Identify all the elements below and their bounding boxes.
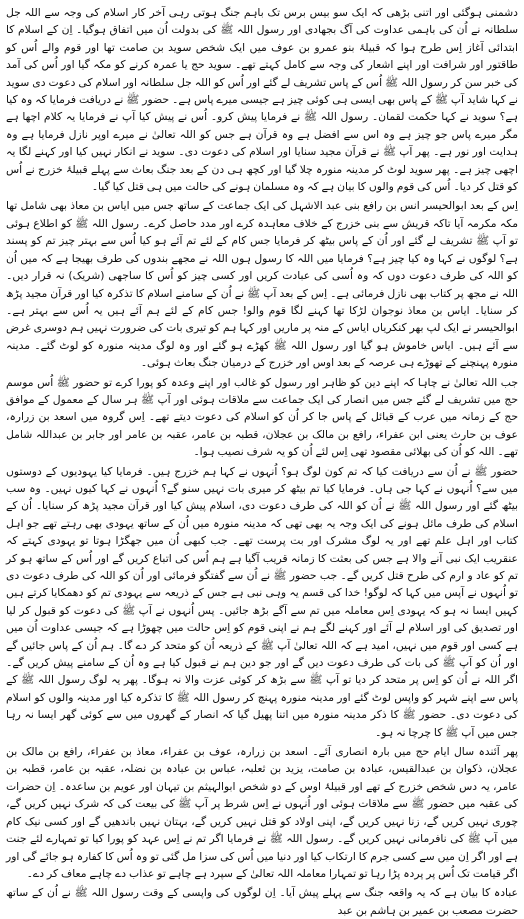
paragraph: حضور ﷺ نے اُن سے دریافت کیا کہ تم کون لوگ ہو؟ اُنہوں نے کہا ہم خزرج ہیں۔ فرمایا کیا یہودیوں کے دوستوں میں سے؟ اُنہوں نے کہا جی ہاں۔ فرمایا کیا تم بیٹھ کر میری بات نہیں سنو گے؟ اُنہوں نے کہا کیوں نہیں۔ وہ سب بیٹھ گئے اور رسول اللہ ﷺ نے اُن کو اللہ کی طرف دعوت دی، اسلام پیش کیا اور قرآن مجید پڑھ کر سنایا۔ اُن کے اسلام کی طرف مائل ہونے کی ایک وجہ یہ بھی تھی کہ مدینہ منورہ میں اُن کے ساتھ یہودی بھی رہتے تھے جو اہل کتاب اور اہل علم تھے اور یہ لوگ مشرک اور بت پرست تھے۔ جب کبھی اُن میں جھگڑا ہوتا تو یہودی کہتے کہ عنقریب ایک نبی آنے والا ہے جس کی بعثت کا زمانہ قریب آگیا ہے ہم اُس کی اتباع کریں گے اور اُس کے ساتھ ہو کر تم کو عاد و ارم کی طرح قتل کریں گے۔ جب حضور ﷺ نے اُن سے گفتگو فرمائی اور اُن کو اللہ کی طرف دعوت دی تو اُنہوں نے آپس میں کہا کہ لوگو! خدا کی قسم یہ وہی نبی ہے جس کے ذریعہ سے یہودی تم کو دھمکایا کرتے ہیں کہیں ایسا نہ ہو کہ یہودی اِس معاملہ میں تم سے آگے بڑھ جائیں۔ پس اُنہوں نے آپ ﷺ کی دعوت کو قبول کر لیا اور تصدیق کی اور اسلام لے آئے اور کہنے لگے ہم نے اپنی قوم کو اِس حالت میں چھوڑا ہے کہ جیسی عداوت اُن میں ہے کسی اور قوم میں نہیں، امید ہے کہ اللہ تعالیٰ آپ ﷺ کے ذریعہ اُن کو متحد کر دے گا۔ ہم اُن کے پاس جائیں گے اور اُن کو آپ ﷺ کی بات کی طرف دعوت دیں گے اور جو دین ہم نے قبول کیا ہے وہ اُن کے سامنے پیش کریں گے۔ اگر اللہ نے اُن کو اِس پر متحد کر دیا تو آپ ﷺ سے بڑھ کر کوئی عزت والا نہ ہوگا۔ پھر یہ لوگ رسول اللہ ﷺ کے پاس سے اپنے شہر کو واپس لوٹ گئے اور مدینہ منورہ پہنچ کر رسول اللہ ﷺ کا تذکرہ کیا اور مدینہ والوں کو اسلام کی دعوت دی۔ حضور ﷺ کا ذکر مدینہ منورہ میں اتنا پھیل گیا کہ انصار کے گھروں میں سے کوئی گھر ایسا نہ رہا جس میں آپ ﷺ کا چرچا نہ ہو۔: [6, 464, 518, 739]
paragraph: عبادہ کا بیان ہے کہ یہ واقعہ جنگ سے پہلے پیش آیا۔ اِن لوگوں کی واپسی کے وقت رسول اللہ ﷺ نے اُن کے ساتھ حضرت مصعب بن عمیر بن ہاشم بن عبد: [6, 886, 518, 917]
paragraph: دشمنی ہوگئی اور اتنی بڑھی کہ ایک سو بیس برس تک باہم جنگ ہوتی رہی آخر کار اسلام کی وجہ سے اللہ جل سلطانہ نے اُن کی باہمی عداوت کی آگ بجھادی اور رسول اللہ ﷺ کی بدولت اُن میں اتفاق ہوگیا۔ اِن کے اسلام کا ابتدائی آغاز اِس طرح ہوا کہ قبیلۂ بنو عمرو بن عوف میں ایک شخص سوید بن صامت تھا اور قوم والے اُس کو طاقتور اور شرافت اور اپنے اشعار کی وجہ سے کامل کہتے تھے۔ سوید حج یا عمرہ کرنے کو مکہ گیا اور اُس کی آمد کی خبر سن کر رسول اللہ ﷺ اُس کے پاس تشریف لے گئے اور اُس کو اللہ جل سلطانہ اور اسلام کی دعوت دی سوید نے کہا شاید آپ ﷺ کے پاس بھی ایسی ہی کوئی چیز ہے جیسی میرے پاس ہے۔ حضور ﷺ نے دریافت فرمایا کہ وہ کیا ہے؟ سوید نے کہا حکمت لقمان۔ رسول اللہ ﷺ نے فرمایا پیش کرو۔ اُس نے پیش کیا آپ نے فرمایا یہ کلام اچھا ہے مگر میرے پاس جو چیز ہے وہ اس سے افضل ہے وہ قرآن ہے جس کو اللہ تعالیٰ نے میرے اوپر نازل فرمایا ہے وہ ہدایت اور نور ہے۔ پھر آپ ﷺ نے قرآن مجید سنایا اور اسلام کی دعوت دی۔ سوید نے انکار نہیں کیا اور کہنے لگا یہ اچھی چیز ہے۔ پھر سوید لوٹ کر مدینہ منورہ چلا گیا اور کچھ ہی دن کے بعد جنگ بعاث سے پہلے قبیلۂ خزرج نے اُس کو قتل کر دیا۔ اُس کی قوم والوں کا بیان ہے کہ وہ مسلمان ہونے کی حالت میں ہی قتل کیا گیا۔: [6, 6, 518, 194]
paragraph: جب اللہ تعالیٰ نے چاہا کہ اپنے دین کو ظاہر اور رسول کو غالب اور اپنے وعدہ کو پورا کرے تو حضور ﷺ اُس موسم حج میں تشریف لے گئے جس میں انصار کی ایک جماعت سے ملاقات ہوئی اور آپ ﷺ ہر سال کے معمول کے موافق حج کے زمانہ میں عرب کے قبائل کے پاس جا کر اُن کو اسلام کی دعوت دیتے تھے۔ اِس گروہ میں اسعد بن زرارہ، عوف بن حارث یعنی ابن عفراء، رافع بن مالک بن عجلان، قطبہ بن عامر، عقبہ بن عامر اور جابر بن عبداللہ شامل تھے۔ اللہ کو اُن کی بھلائی مقصود تھی اِس لئے اُن کو یہ شرف نصیب ہوا۔: [6, 375, 518, 459]
paragraph: پھر آئندہ سال ایام حج میں بارہ انصاری آئے۔ اسعد بن زرارہ، عوف بن عفراء، معاذ بن عفراء، رافع بن مالک بن عجلان، ذکوان بن عبدالقیس، عبادہ بن صامت، یزید بن ثعلبہ، عباس بن عبادہ بن نضلہ، عقبہ بن عامر، قطبہ بن عامر، یہ دس شخص خزرج کے تھے اور قبیلۂ اوس کے دو شخص ابوالہیثم بن تیہان اور عویم بن ساعدہ۔ اِن حضرات کی عقبہ میں حضور ﷺ سے ملاقات ہوئی اور اُنہوں نے اِس شرط پر آپ ﷺ کی بیعت کی کہ شرک نہیں کریں گے، چوری نہیں کریں گے، زنا نہیں کریں گے، اپنی اولاد کو قتل نہیں کریں گے، بہتان نہیں باندھیں گے اور کسی نیک کام میں آپ ﷺ کی نافرمانی نہیں کریں گے۔ رسول اللہ ﷺ نے فرمایا اگر تم نے اِس عہد کو پورا کیا تو تمہارے لئے جنت ہے اور اگر اِن میں سے کسی جرم کا ارتکاب کیا اور دنیا میں اُس کی سزا مل گئی تو وہ اُس کا کفارہ ہو جائے گی اور اگر قیامت تک اُس پر پردہ پڑا رہا تو تمہارا معاملہ اللہ تعالیٰ کے سپرد ہے چاہے تو عذاب دے چاہے معاف کر دے۔: [6, 745, 518, 880]
paragraph: اِس کے بعد ابوالحیسر انس بن رافع بنی عبد الاشہل کی ایک جماعت کے ساتھ جس میں ایاس بن معاذ بھی شامل تھا مکہ مکرمہ آیا تاکہ قریش سے بنی خزرج کے خلاف معاہدہ کرے اور مدد حاصل کرے۔ رسول اللہ ﷺ کو اطلاع ہوئی تو آپ ﷺ تشریف لے گئے اور اُن کے پاس بیٹھ کر فرمایا جس کام کے لئے تم آئے ہو کیا اُس سے بہتر چیز تم کو پسند ہے؟ لوگوں نے کہا وہ کیا چیز ہے؟ فرمایا میں اللہ کا رسول ہوں اللہ نے مجھے بندوں کی طرف بھیجا ہے کہ میں اُن کو اللہ کی طرف دعوت دوں کہ وہ اُسی کی عبادت کریں اور کسی چیز کو اُس کا ساجھی (شریک) نہ قرار دیں۔ اللہ نے مجھ پر کتاب بھی نازل فرمائی ہے۔ اِس کے بعد آپ ﷺ نے اُن کے سامنے اسلام کا تذکرہ کیا اور قرآن مجید پڑھ کر سنایا۔ ایاس بن معاذ نوجوان لڑکا تھا کہنے لگا قوم والو! جس کام کے لئے ہم آئے ہیں یہ اُس سے بہتر ہے۔ ابوالحیسر نے ایک لپ بھر کنکریاں ایاس کے منہ پر ماریں اور کہا ہم کو تیری بات کی ضرورت نہیں ہم دوسری غرض سے آئے ہیں۔ ایاس خاموش ہو گیا اور رسول اللہ ﷺ کھڑے ہو گئے اور وہ لوگ مدینہ منورہ کو لوٹ گئے۔ مدینہ منورہ پہنچنے کے تھوڑے ہی عرصہ کے بعد اوس اور خزرج کے درمیان جنگ بعاث ہوئی۔: [6, 199, 518, 370]
